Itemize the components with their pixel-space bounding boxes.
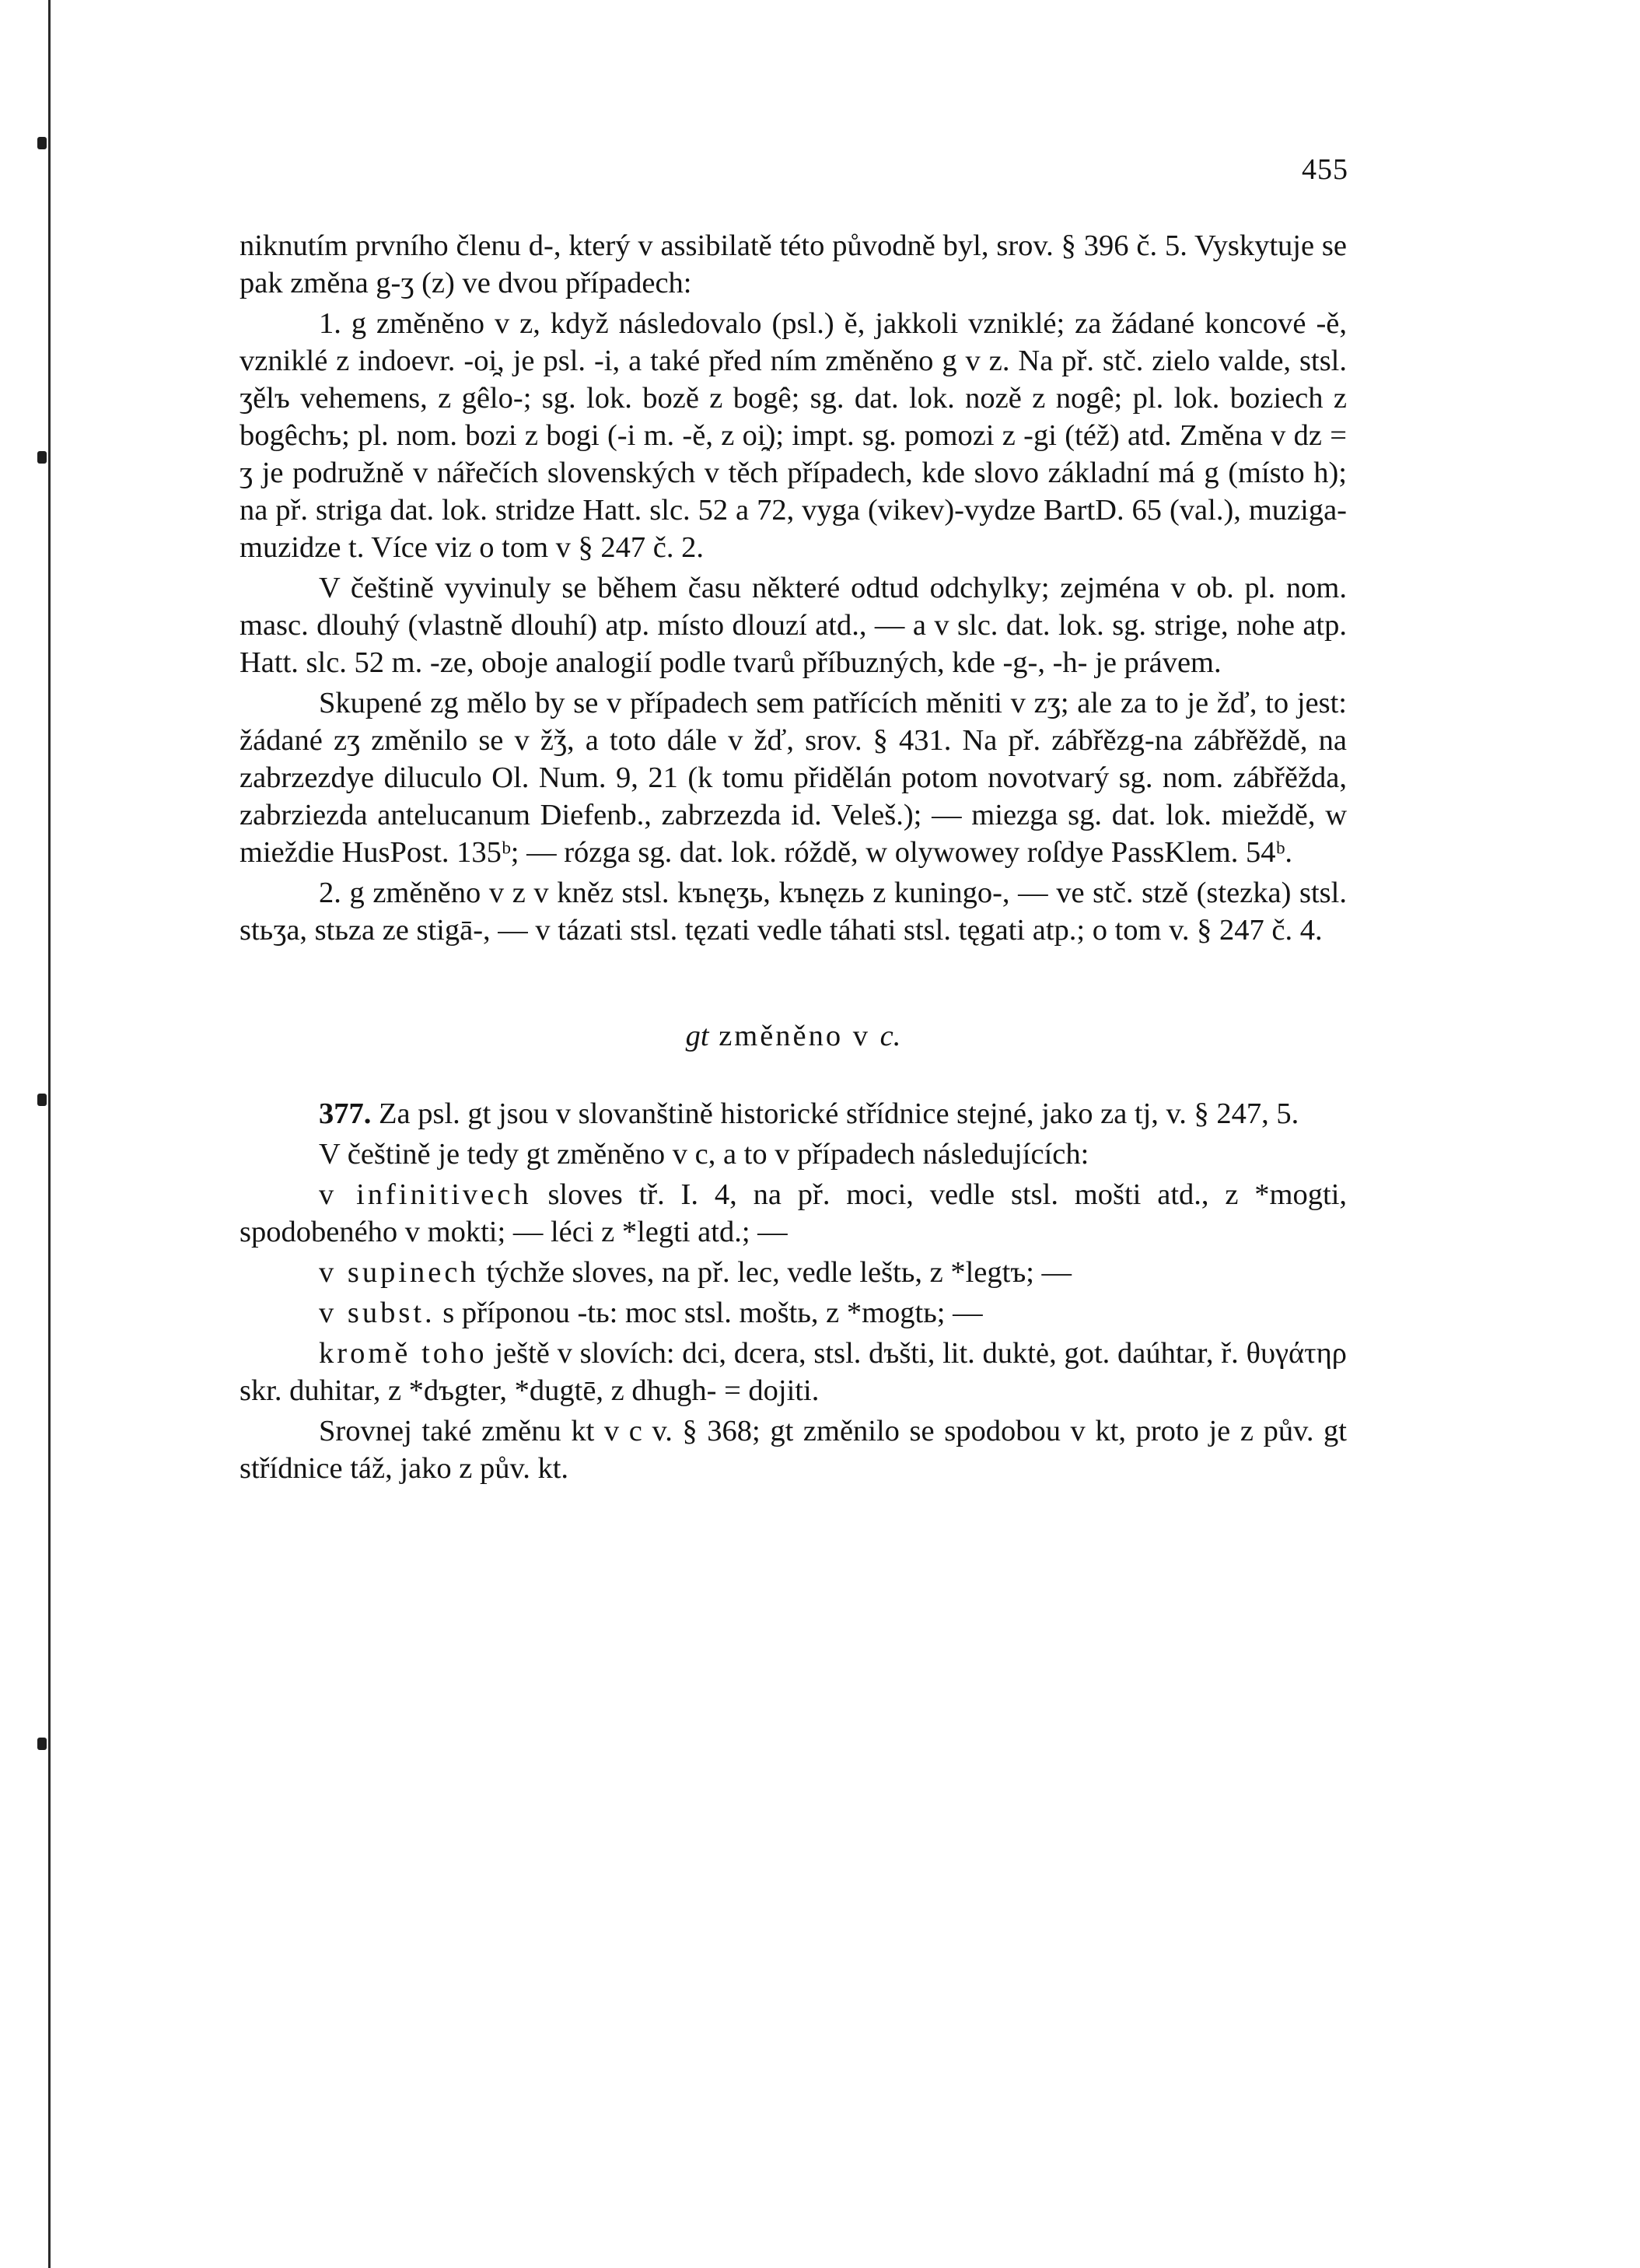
paragraph-number: 377.	[319, 1097, 372, 1130]
heading-word: změněno v	[719, 1020, 871, 1052]
paragraph: Skupené zg mělo by se v případech sem patřících měniti v zʒ; ale za to je žď, to jest: žádané zʒ změnilo se v žǯ, a toto dále v žď, srov. § 431. Na př. zábřězg-na zábřěždě, na zabrzezdye diluculo Ol. Num. 9, 21 (k tomu přidělán potom novotvarý sg. nom. zábřěžda, zabrziezda antelucanum Diefenb., zabrzezda id. Veleš.); — miezga sg. dat. lok. mieždě, w mieždie HusPost. 135ᵇ; — rózga sg. dat. lok. róždě, w olywowey roſdye PassKlem. 54ᵇ.	[240, 687, 1347, 869]
paragraph: V češtině je tedy gt změněno v c, a to v případech následujících:	[319, 1138, 1089, 1171]
paragraph-377	[240, 1095, 1347, 1132]
paragraph-text: Za psl. gt jsou v slovanštině historické střídnice stejné, jako za tj, v. § 247, 5.	[379, 1097, 1299, 1130]
heading-gt: gt	[685, 1020, 709, 1052]
spaced-term: v subst.	[319, 1297, 435, 1329]
paragraph: Srovnej také změnu kt v c v. § 368; gt změnilo se spodobou v kt, proto je z pův. gt střídnice táž, jako z pův. kt.	[240, 1415, 1347, 1485]
margin-mark	[37, 137, 47, 149]
margin-mark	[37, 1094, 47, 1106]
heading-c: c.	[879, 1020, 901, 1052]
paragraph-text: s příponou -tь: moc stsl. moštь, z *mogtь; —	[442, 1297, 983, 1329]
paragraph	[240, 1335, 1347, 1409]
page-margin-border	[0, 0, 51, 2268]
paragraph-text: sloves tř. I. 4, na př. moci, vedle stsl. mošti atd., z *mogti, spodobeného v mokti; — léci z *legti atd.; —	[240, 1178, 1348, 1248]
paragraph: 2. g změněno v z v kněz stsl. kъnęʒь, kъnęzь z kuningo-, — ve stč. stzě (stezka) stsl. stьʒa, stьza ze stigā-, — v tázati stsl. tęzati vedle táhati stsl. tęgati atp.; o tom v. § 247 č. 4.	[240, 877, 1347, 947]
paragraph	[240, 1294, 1347, 1332]
paragraph-text: ještě v slovích: dci, dcera, stsl. dъšti, lit. duktė, got. daúhtar, ř. θυγάτηρ skr. duhitar, z *dъgter, *dugtē, z dhugh- = dojiti.	[240, 1337, 1348, 1407]
section-heading	[240, 1017, 1347, 1055]
paragraph-text: týchže sloves, na př. lec, vedle leštь, z *legtъ; —	[486, 1256, 1072, 1289]
page-number: 455	[1302, 153, 1348, 186]
paragraph: niknutím prvního členu d-, který v assibilatě této původně byl, srov. § 396 č. 5. Vyskytuje se pak změna g-ʒ (z) ve dvou případech:	[240, 229, 1347, 299]
paragraph	[240, 1254, 1347, 1291]
spaced-term: v supinech	[319, 1256, 479, 1289]
body-text	[240, 227, 1347, 1487]
spaced-term: kromě toho	[319, 1337, 488, 1370]
paragraph	[240, 1176, 1347, 1251]
margin-mark	[37, 1738, 47, 1750]
margin-mark	[37, 451, 47, 464]
paragraph: 1. g změněno v z, když následovalo (psl.) ě, jakkoli vzniklé; za žádané koncové -ě, vzniklé z indoevr. -oi̯, je psl. -i, a také před ním změněno g v z. Na př. stč. zielo valde, stsl. ʒělъ vehemens, z gêlo-; sg. lok. bozě z bogê; sg. dat. lok. nozě z nogê; pl. lok. boziech z bogêchъ; pl. nom. bozi z bogi (-i m. -ě, z oi̯); impt. sg. pomozi z -gi (též) atd. Změna v dz = ʒ je podružně v nářečích slovenských v těch případech, kde slovo základní má g (místo h); na př. striga dat. lok. stridze Hatt. slc. 52 a 72, vyga (vikev)-vydze BartD. 65 (val.), muziga-muzidze t. Více viz o tom v § 247 č. 2.	[240, 307, 1347, 564]
paragraph: V češtině vyvinuly se během času některé odtud odchylky; zejména v ob. pl. nom. masc. dlouhý (vlastně dlouhí) atp. místo dlouzí atd., — a v slc. dat. lok. sg. strige, nohe atp. Hatt. slc. 52 m. -ze, oboje analogií podle tvarů příbuzných, kde -g-, -h- je právem.	[240, 572, 1347, 679]
spaced-term: v infinitivech	[319, 1178, 532, 1211]
